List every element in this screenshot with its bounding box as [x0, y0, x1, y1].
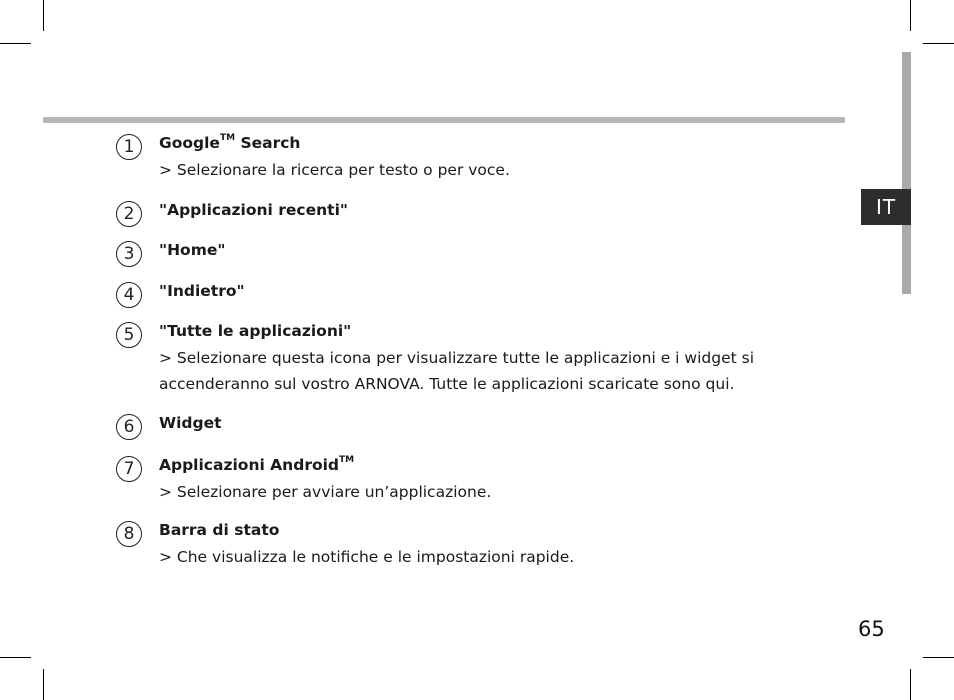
- language-tab: IT: [861, 189, 911, 225]
- crop-mark: [0, 43, 31, 44]
- item-title: "Indietro": [159, 282, 245, 300]
- page-number: 65: [858, 617, 885, 641]
- item-number: 1: [116, 134, 142, 160]
- item-title: Google™ Search: [159, 132, 301, 152]
- item-number: 5: [116, 322, 142, 348]
- item-description: accenderanno sul vostro ARNOVA. Tutte le applicazioni scaricate sono qui.: [159, 375, 735, 393]
- item-title: "Home": [159, 241, 226, 259]
- item-title: "Applicazioni recenti": [159, 201, 348, 219]
- crop-mark: [910, 669, 911, 700]
- crop-mark: [43, 0, 44, 31]
- item-description: > Selezionare questa icona per visualizzare tutte le applicazioni e i widget si: [159, 349, 755, 367]
- item-description: > Che visualizza le notifiche e le impostazioni rapide.: [159, 548, 575, 566]
- item-number: 2: [116, 201, 142, 227]
- crop-mark: [923, 43, 954, 44]
- item-title: Applicazioni Android™: [159, 454, 355, 474]
- trademark: TM: [339, 454, 355, 465]
- crop-mark: [43, 669, 44, 700]
- item-number: 4: [116, 282, 142, 308]
- item-description: > Selezionare la ricerca per testo o per voce.: [159, 161, 510, 179]
- crop-mark: [923, 657, 954, 658]
- item-number: 8: [116, 521, 142, 547]
- header-rule: [43, 117, 845, 123]
- trademark: TM: [219, 132, 236, 143]
- item-number: 3: [116, 241, 142, 267]
- item-title: Barra di stato: [159, 521, 280, 539]
- item-number: 7: [116, 456, 142, 482]
- item-description: > Selezionare per avviare un’applicazione.: [159, 483, 492, 501]
- item-title: "Tutte le applicazioni": [159, 322, 352, 340]
- item-title: Widget: [159, 414, 222, 432]
- side-bar: [902, 52, 911, 294]
- crop-mark: [910, 0, 911, 31]
- crop-mark: [0, 657, 31, 658]
- item-number: 6: [116, 414, 142, 440]
